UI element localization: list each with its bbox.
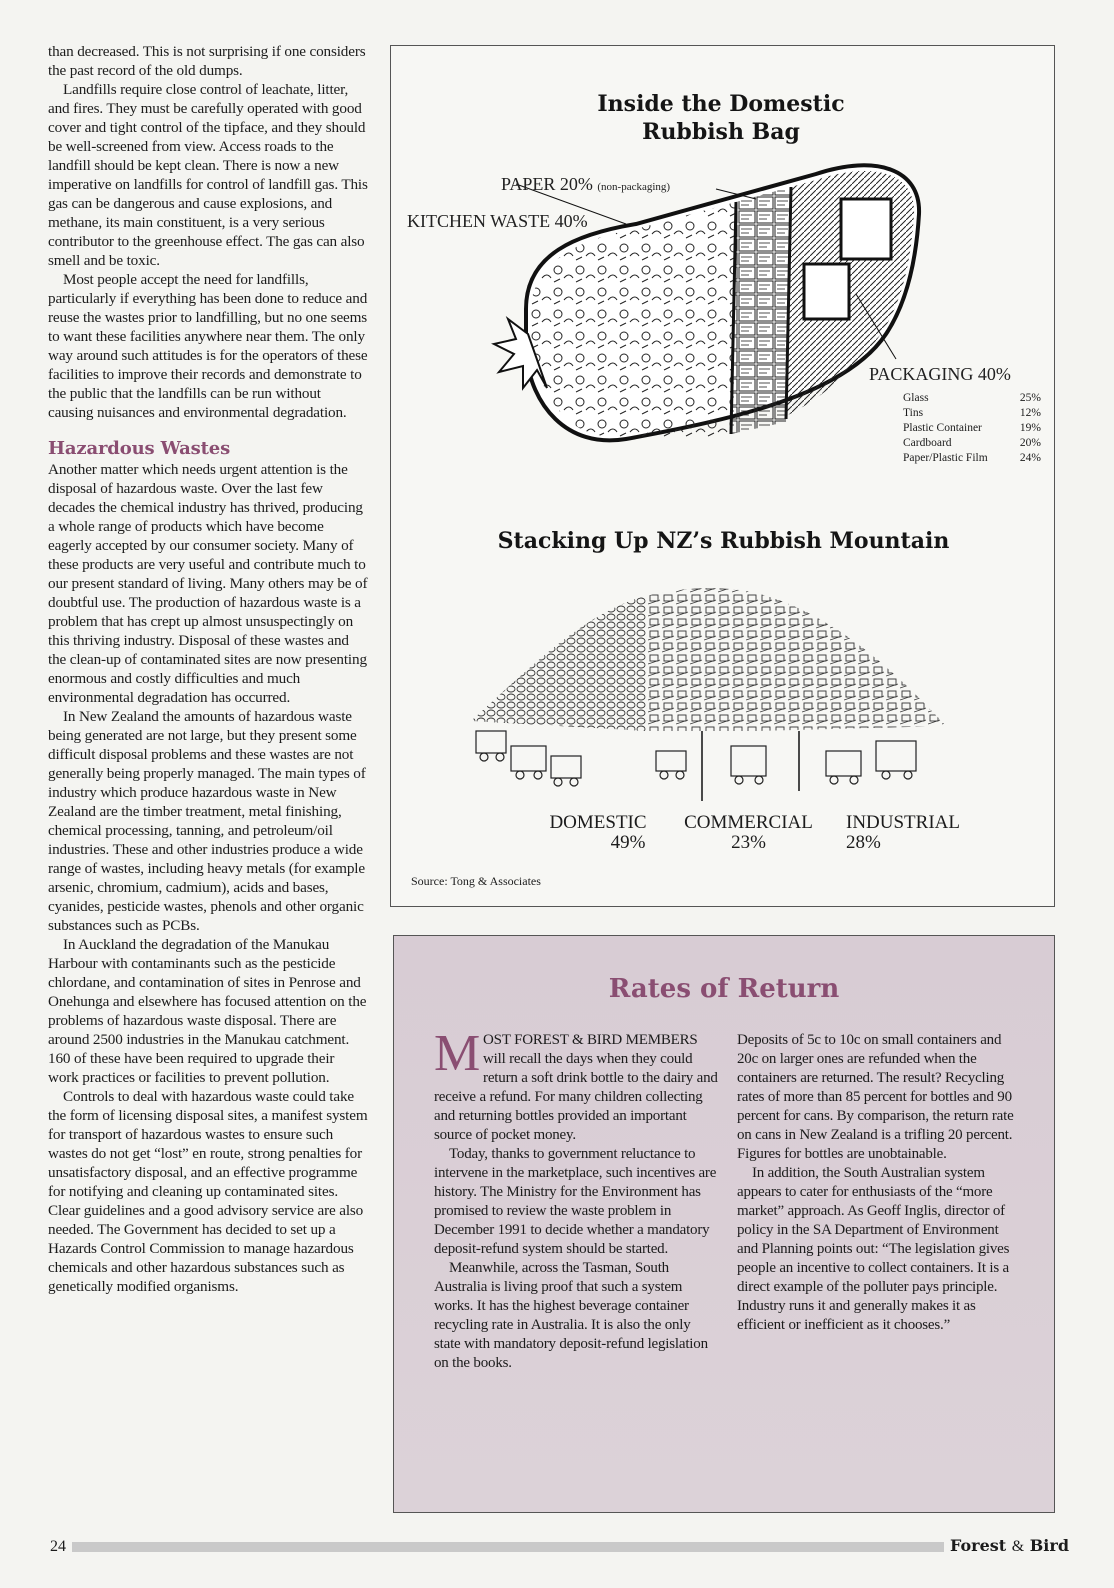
figure-box	[390, 45, 1055, 907]
paragraph: In New Zealand the amounts of hazardous waste being generated are not large, but they present some difficult disposal problems and these wastes are not generally being properly managed. The main types of industry which produce hazardous waste in New Zealand are the timber treatment, metal finishing, chemical processing, tanning, and petroleum/oil industries. These and other industries produce a wide range of wastes, including heavy metals (for example arsenic, chromium, cadmium), acids and bases, cyanides, pesticide wastes, phenols and other organic substances such as PCBs.	[48, 708, 366, 934]
bag-figure-title	[521, 90, 921, 146]
paragraph: In Auckland the degradation of the Manukau Harbour with contaminants such as the pesticide chlordane, and contamination of sites in Penrose and Onehunga and elsewhere has focused attention on the problems of hazardous waste disposal. There are around 2500 industries in the Manukau catchment. 160 of these have been required to upgrade their work practices or facilities to prevent pollution.	[48, 936, 367, 1086]
item-name: Plastic Container	[903, 422, 982, 434]
magazine-name	[950, 1536, 1069, 1556]
packaging-row	[891, 436, 1041, 451]
item-name: Cardboard	[903, 437, 952, 449]
paragraph: Today, thanks to government reluctance to intervene in the marketplace, such incentives are history. The Ministry for the Environment has promised to review the waste problem in December 1991 to decide whether a mandatory deposit-refund system should be started.	[434, 1146, 717, 1257]
paper-label	[501, 174, 670, 195]
left-column	[48, 42, 368, 1296]
paragraph	[434, 1025, 720, 1145]
packaging-breakdown	[891, 391, 1041, 466]
section-heading: Hazardous Wastes	[48, 438, 231, 459]
sector-domestic	[543, 813, 653, 853]
magazine-name-part2: Bird	[1029, 1536, 1069, 1555]
rubbish-bag-illustration	[486, 154, 946, 449]
sector-commercial	[681, 813, 816, 853]
item-name: Tins	[903, 407, 924, 419]
rates-column-left	[434, 1025, 720, 1373]
paragraph: Meanwhile, across the Tasman, South Australia is living proof that such a system works. It has the highest beverage container recycling rate in Australia. It is also the only state with mandatory deposit-refund legislation on the books.	[434, 1260, 708, 1371]
sector-name: INDUSTRIAL	[846, 812, 960, 833]
paragraph: than decreased. This is not surprising if one considers the past record of the old dumps.	[48, 43, 366, 79]
item-name: Paper/Plastic Film	[903, 452, 988, 464]
paragraph: In addition, the South Australian system appears to cater for enthusiasts of the “more market” approach. As Geoff Inglis, director of policy in the SA Department of Environment and Planning points out: “The legislation gives people an incentive to collect containers. It is a direct example of the polluter pays principle. Industry runs it and generally makes it as efficient or inefficient as it chooses.”	[737, 1165, 1010, 1333]
drop-cap: M	[434, 1025, 481, 1082]
magazine-name-part1: Forest	[950, 1536, 1007, 1555]
paragraph: Another matter which needs urgent attention is the disposal of hazardous waste. Over the last few decades the chemical industry has thrived, producing a whole range of products which have become eagerly accepted by our consumer society. Many of these products are very useful and contribute much to our present standard of living. Many others may be of doubtful use. The production of hazardous waste is a problem that has crept up almost unsuspectingly on this thriving industry. Disposal of these wastes and the clean-up of contaminated sites are now presenting enormous and costly difficulties and much environmental degradation has occurred.	[48, 461, 368, 706]
rubbish-mountain-illustration	[466, 581, 951, 801]
item-value: 12%	[1019, 407, 1041, 419]
rates-title: Rates of Return	[608, 974, 840, 1004]
opening-words: OST FOREST & BIRD MEMBERS	[483, 1032, 698, 1048]
bag-title-line1: Inside the Domestic	[597, 91, 845, 117]
paragraph: Deposits of 5c to 10c on small containers and 20c on larger ones are refunded when the containers are returned. The result? Recycling rates of more than 85 percent for bottles and 90 percent for cans. By comparison, the return rate on cans in New Zealand is a trifling 20 percent. Figures for bottles are unobtainable.	[737, 1032, 1014, 1162]
rates-column-right	[737, 1031, 1023, 1335]
packaging-row	[891, 421, 1041, 436]
item-name: Glass	[903, 392, 929, 404]
item-value: 25%	[1019, 392, 1041, 404]
packaging-label: PACKAGING 40%	[869, 364, 1011, 384]
bag-title-line2: Rubbish Bag	[642, 119, 800, 145]
packaging-row	[891, 391, 1041, 406]
figure-source: Source: Tong & Associates	[411, 874, 541, 888]
footer-rule	[72, 1542, 944, 1552]
sector-value: 28%	[846, 832, 881, 853]
item-value: 24%	[1019, 452, 1041, 464]
paragraph: Landfills require close control of leachate, litter, and fires. They must be carefully operated with good cover and tight control of the tipface, and they should be well-screened from view. Access roads to the landfill should be kept clean. There is now a new imperative on landfills for control of landfill gas. This gas can be dangerous and cause explosions, and methane, its main constituent, is a very serious contributor to the greenhouse effect. The gas can also smell and be toxic.	[48, 81, 368, 269]
paper-note: (non-packaging)	[597, 181, 671, 193]
magazine-ampersand: &	[1011, 1538, 1025, 1555]
mountain-figure-title: Stacking Up NZ’s Rubbish Mountain	[497, 528, 950, 554]
sector-industrial	[846, 813, 966, 853]
item-value: 19%	[1019, 422, 1041, 434]
packaging-row	[891, 451, 1041, 466]
paragraph: Controls to deal with hazardous waste could take the form of licensing disposal sites, a manifest system for transport of hazardous wastes to ensure such wastes do not get “lost” en route, strong penalties for unsatisfactory disposal, and an effective programme for notifying and cleaning up contaminated sites. Clear guidelines and a good advisory service are also needed. The Government has decided to set up a Hazards Control Commission to manage hazardous chemicals and other hazardous substances such as genetically modified organisms.	[48, 1088, 368, 1295]
kitchen-waste-label: KITCHEN WASTE 40%	[407, 211, 588, 231]
paragraph-text: will recall the days when they could return a soft drink bottle to the dairy and receive a refund. For many children collecting and returning bottles provided an important source of pocket money.	[434, 1051, 718, 1143]
paper-percentage: PAPER 20%	[501, 174, 593, 194]
packaging-row	[891, 406, 1041, 421]
paragraph: Most people accept the need for landfills, particularly if everything has been done to reduce and reuse the wastes prior to landfilling, but no one seems to want these facilities anywhere near them. The only way around such attitudes is for the operators of these facilities to improve their records and demonstrate to the public that the landfills can be run without causing nuisances and environmental degradation.	[48, 271, 368, 421]
page-number: 24	[50, 1538, 66, 1555]
sector-name: COMMERCIAL	[684, 812, 813, 833]
sector-value: 23%	[731, 832, 766, 853]
sector-value: 49%	[610, 832, 646, 853]
item-value: 20%	[1019, 437, 1041, 449]
rates-of-return-box	[393, 935, 1055, 1513]
sector-name: DOMESTIC	[549, 812, 647, 833]
